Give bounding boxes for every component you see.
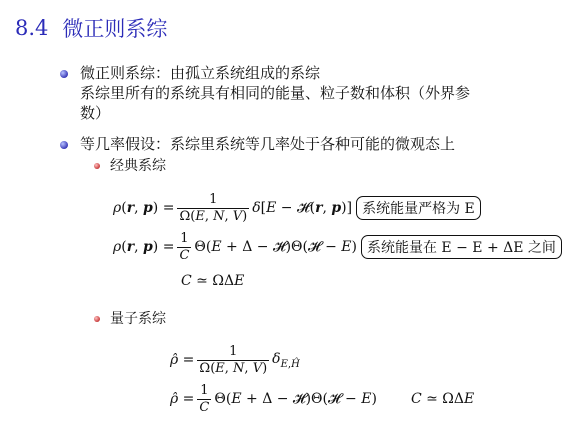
bullet-1-line-3: 数） xyxy=(80,104,111,122)
equation-classical-constant: C ≃ ΩΔE xyxy=(181,273,245,289)
page-title xyxy=(15,10,167,46)
sub-bullet-1-marker xyxy=(94,163,100,169)
equation-quantum-1: ρ̂ = $\frac{1}{\Omega(E, N, V)}$ $\delta_{E,Ĥ}$ xyxy=(170,343,300,376)
equation-classical-2: ρ(r, p) = $\frac{1}{C}$ Θ(E + Δ − 𝓗)Θ(𝓗 − E) 系统能量在 E − E + ΔE 之间 xyxy=(113,228,562,266)
sub-bullet-classical: 经典系综 xyxy=(110,158,166,174)
bullet-1-line-1: 微正则系综：由孤立系统组成的系综 xyxy=(80,64,321,82)
section-title: 微正则系综 xyxy=(62,17,168,41)
bullet-1-line-2: 系综里所有的系统具有相同的能量、粒子数和体积（外界参 xyxy=(80,84,471,102)
equation-quantum-2: ρ̂ = $\frac{1}{C}$ Θ(E + Δ − 𝓗)Θ(𝓗 − E) C ≃ ΩΔE xyxy=(170,382,475,415)
equation-classical-1: ρ(r, p) = $\frac{1}{\Omega(E, N, V)}$ δ[E − 𝓗(r, p)] 系统能量严格为 E xyxy=(113,188,481,228)
constraint-box-2: 系统能量在 E − E + ΔE 之间 xyxy=(361,235,562,259)
sub-bullet-2-marker xyxy=(94,316,100,322)
bullet-2-line-1: 等几率假设：系综里系统等几率处于各种可能的微观态上 xyxy=(80,135,456,153)
section-number: 8.4 xyxy=(15,16,49,40)
constraint-box-1: 系统能量严格为 E xyxy=(356,196,481,220)
bullet-1-marker xyxy=(60,70,68,78)
bullet-2-marker xyxy=(60,141,68,149)
sub-bullet-quantum: 量子系综 xyxy=(110,311,166,327)
